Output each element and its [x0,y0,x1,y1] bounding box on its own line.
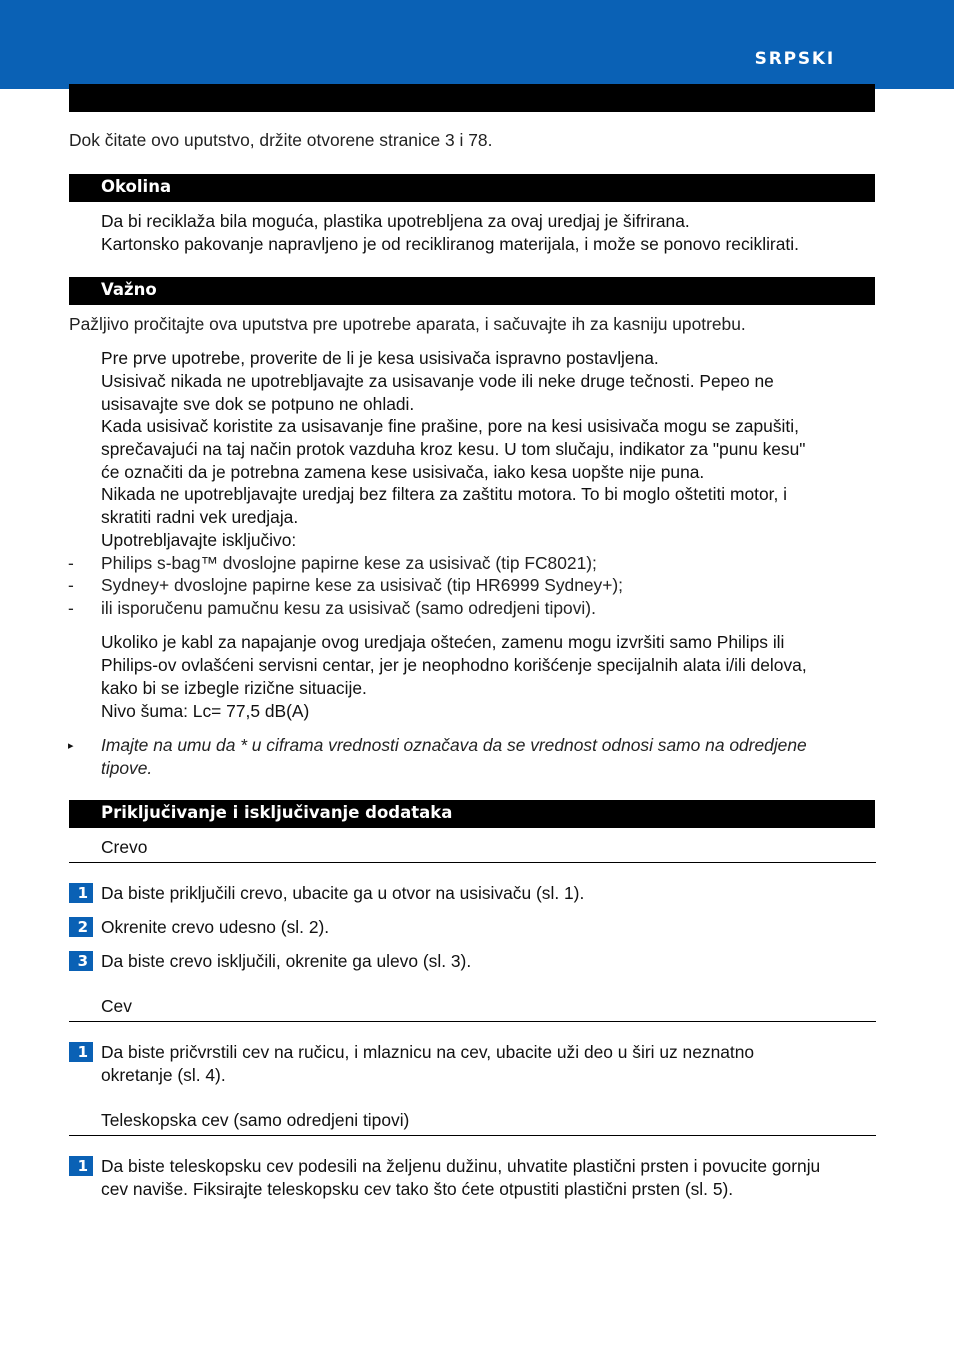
vazno-line: Nivo šuma: Lc= 77,5 dB(A) [101,701,310,721]
note-line: tipove. [101,758,153,778]
okolina-line: Kartonsko pakovanje napravljeno je od recikliranog materijala, i može se ponovo reciklirati. [101,234,799,254]
step-number: 1 [69,883,93,903]
step-number: 3 [69,951,93,971]
vazno-line: usisavajte sve dok se potpuno ne ohladi. [101,394,415,414]
step-text: Da biste teleskopsku cev podesili na željenu dužinu, uhvatite plastični prsten i povucite gornju [101,1156,821,1176]
list-dash: - [68,553,74,573]
step-text: okretanje (sl. 4). [101,1065,226,1085]
language-label: SRPSKI [754,49,835,69]
step-number: 2 [69,917,93,937]
header-rule [69,84,875,112]
step-number: 1 [69,1042,93,1062]
vazno-line: će označiti da je potrebna zamena kese usisivača, iako kesa uopšte nije puna. [101,462,705,482]
step-text: Da biste pričvrstili cev na ručicu, i mlaznicu na cev, ubacite uži deo u širi uz neznatno [101,1042,755,1062]
list-item: Philips s-bag™ dvoslojne papirne kese za usisivač (tip FC8021); [101,553,597,573]
okolina-line: Da bi reciklaža bila moguća, plastika upotrebljena za ovaj uredjaj je šifrirana. [101,211,690,231]
subsection-teleskopska-title: Teleskopska cev (samo odredjeni tipovi) [101,1110,410,1130]
subsection-divider [69,1135,876,1136]
step-text: Da biste crevo isključili, okrenite ga ulevo (sl. 3). [101,951,472,971]
vazno-intro: Pažljivo pročitajte ova uputstva pre upotrebe aparata, i sačuvajte ih za kasniju upotrebu. [69,314,746,334]
vazno-line: kako bi se izbegle rizične situacije. [101,678,367,698]
section-prikljucivanje-heading: Priključivanje i isključivanje dodataka [69,800,875,828]
vazno-line: Upotrebljavajte isključivo: [101,530,297,550]
subsection-crevo-title: Crevo [101,837,148,857]
note-bullet-icon: ▸ [68,739,74,752]
list-item: ili isporučenu pamučnu kesu za usisivač (samo odredjeni tipovi). [101,598,596,618]
header-bar [0,0,954,89]
note-line: Imajte na umu da * u ciframa vrednosti označava da se vrednost odnosi samo na odredjene [101,735,807,755]
list-dash: - [68,575,74,595]
vazno-line: Kada usisivač koristite za usisavanje fine prašine, pore na kesi usisivača mogu se zapušiti, [101,416,799,436]
vazno-line: Ukoliko je kabl za napajanje ovog uredjaja oštećen, zamenu mogu izvršiti samo Philips ili [101,632,785,652]
section-vazno-heading: Važno [69,277,875,305]
list-dash: - [68,598,74,618]
step-number: 1 [69,1156,93,1176]
subsection-cev-title: Cev [101,996,132,1016]
intro-text: Dok čitate ovo uputstvo, držite otvorene stranice 3 i 78. [69,130,493,150]
step-text: cev naviše. Fiksirajte teleskopsku cev tako što ćete otpustiti plastični prsten (sl. 5). [101,1179,734,1199]
vazno-line: skratiti radni vek uredjaja. [101,507,299,527]
vazno-line: Usisivač nikada ne upotrebljavajte za usisavanje vode ili neke druge tečnosti. Pepeo ne [101,371,774,391]
step-text: Da biste priključili crevo, ubacite ga u otvor na usisivaču (sl. 1). [101,883,585,903]
vazno-line: sprečavajući na taj način protok vazduha kroz kesu. U tom slučaju, indikator za "punu kesu" [101,439,806,459]
subsection-divider [69,862,876,863]
step-text: Okrenite crevo udesno (sl. 2). [101,917,330,937]
list-item: Sydney+ dvoslojne papirne kese za usisivač (tip HR6999 Sydney+); [101,575,624,595]
vazno-line: Pre prve upotrebe, proverite de li je kesa usisivača ispravno postavljena. [101,348,659,368]
subsection-divider [69,1021,876,1022]
vazno-line: Nikada ne upotrebljavajte uredjaj bez filtera za zaštitu motora. To bi moglo oštetiti motor, i [101,484,787,504]
section-okolina-heading: Okolina [69,174,875,202]
vazno-line: Philips-ov ovlašćeni servisni centar, jer je neophodno korišćenje specijalnih alata i/ili delova, [101,655,807,675]
